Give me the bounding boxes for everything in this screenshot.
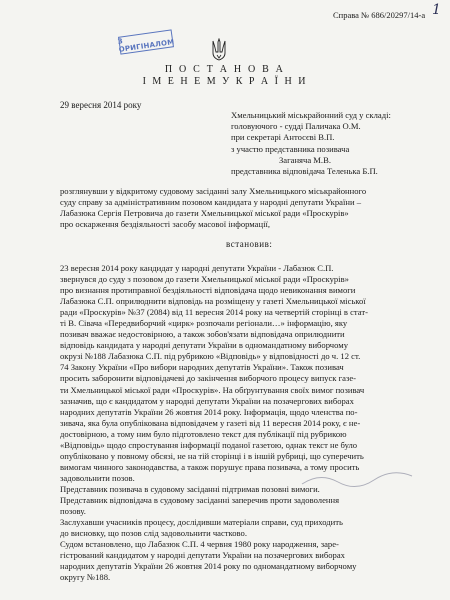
document-title: П О С Т А Н О В А xyxy=(164,64,286,75)
body-line: ті В. Сівача «Передвиборчий «цирк» розпочали регіонали…» інформацію, яку xyxy=(60,318,348,329)
document-date: 29 вересня 2014 року xyxy=(60,100,142,110)
body-line: зазначив, що є кандидатом у народні депутати України на позачергових виборах xyxy=(60,395,354,406)
body-line: зивача, яка була опублікована відповідачем у газеті від 11 вересня 2014 року, є не- xyxy=(60,417,361,428)
body-line: Заслухавши учасників процесу, дослідивши матеріали справи, суд приходить xyxy=(60,517,343,528)
court-line: представника відповідача Теленька Б.П. xyxy=(231,166,378,177)
document-subtitle: І М Е Н Е М У К Р А Ї Н И xyxy=(142,76,308,87)
court-line: Хмельницький міськрайонний суд у складі: xyxy=(231,110,391,120)
court-line: головуючого - судді Паличака О.М. xyxy=(231,121,361,132)
court-line: при секретарі Антосєві В.П. xyxy=(231,132,335,143)
coat-of-arms-icon xyxy=(212,38,226,62)
body-line: народних депутатів України 26 жовтня 2014 року. Інформація, щодо членства по- xyxy=(60,406,358,417)
body-line: просить заборонити відповідачеві до закінчення виборчого процесу випуск газе- xyxy=(60,373,357,384)
intro-line: Лабазюка Сергія Петровича до газети Хмельницької міської ради «Проскурів» xyxy=(60,208,349,219)
signature-scribble xyxy=(300,470,420,490)
body-line: про визнання протиправної бездіяльності відповідача щодо невиконання вимоги xyxy=(60,285,356,296)
intro-paragraph xyxy=(60,186,426,230)
body-line: опубліковано у повному обсязі, не на тій сторінці і в іншій рубриці, що суперечить xyxy=(60,450,364,461)
body-line: 74 Закону України «Про вибори народних депутатів України». Також позивач xyxy=(60,362,344,373)
body-line: окрузі №188 Лабазюка С.П. під рубрикою «Відповідь» у відповідності до ч. 12 ст. xyxy=(60,351,361,362)
body-line: Представник позивача в судовому засіданні підтримав позовні вимоги. xyxy=(60,483,320,494)
body-line: відповідь кандидата у народні депутати України в одномандатному виборчому xyxy=(60,340,349,351)
body-line: народних депутатів України 26 жовтня 2014 року по одномандатному виборчому xyxy=(60,561,357,572)
intro-line: розглянувши у відкритому судовому засіданні залу Хмельницького міськрайонного xyxy=(60,186,367,196)
body-line: до висновку, що позов слід задовольнити частково. xyxy=(60,528,248,539)
body-line: задовольнити позов. xyxy=(60,472,135,483)
court-line: з участю представника позивача xyxy=(231,143,350,154)
body-line: Представник відповідача в судовому засіданні заперечив проти задоволення xyxy=(60,494,340,505)
body-line: позову. xyxy=(60,506,86,517)
intro-line: суду справу за адміністративним позовом кандидата у народні депутати України – xyxy=(60,197,361,208)
court-composition xyxy=(231,110,436,177)
body-line: 23 вересня 2014 року кандидат у народні депутати України - Лабазюк С.П. xyxy=(60,263,334,273)
body-line: Лабазюка С.П. оприлюднити відповідь на розміщену у газеті Хмельницької міської xyxy=(60,296,366,307)
body-line: ти Хмельницької міської ради «Проскурів». На обґрунтування своїх вимог позивач xyxy=(60,384,365,395)
body-line: «Відповідь» щодо спростування інформації поданої газетою, однак текст не було xyxy=(60,439,358,450)
body-line: вимогам чинного законодавства, а також порушує права позивача, а тому просить xyxy=(60,461,360,472)
body-line: гістрований кандидатом у народні депутати України на позачергових виборах xyxy=(60,550,345,561)
body-line: позивач вважає недостовірною, а також зобов'язати відповідача оприлюднити xyxy=(60,329,345,340)
original-copy-stamp: З ОРИГІНАЛОМ xyxy=(118,29,174,54)
body-line: округу №188. xyxy=(60,572,111,583)
established-heading: встановив: xyxy=(226,239,273,249)
body-line: достовірною, а тому ним було підготовлено текст для публікації під рубрикою xyxy=(60,428,347,439)
body-line: Судом встановлено, що Лабазюк С.П. 4 червня 1980 року народження, заре- xyxy=(60,539,339,550)
body-line: звернувся до суду з позовом до газети Хмельницької міської ради «Проскурів» xyxy=(60,274,349,285)
body-line: ради «Проскурів» №37 (2084) від 11 вересня 2014 року на четвертій сторінці в стат- xyxy=(60,307,368,318)
main-text xyxy=(60,263,426,583)
handwritten-page-mark: 1 xyxy=(432,2,441,18)
case-number: Справа № 686/20297/14-а xyxy=(333,10,426,20)
court-line: Заганяча М.В. xyxy=(279,154,331,165)
intro-line: про оскарження бездіяльності засобу масової інформації, xyxy=(60,219,270,230)
